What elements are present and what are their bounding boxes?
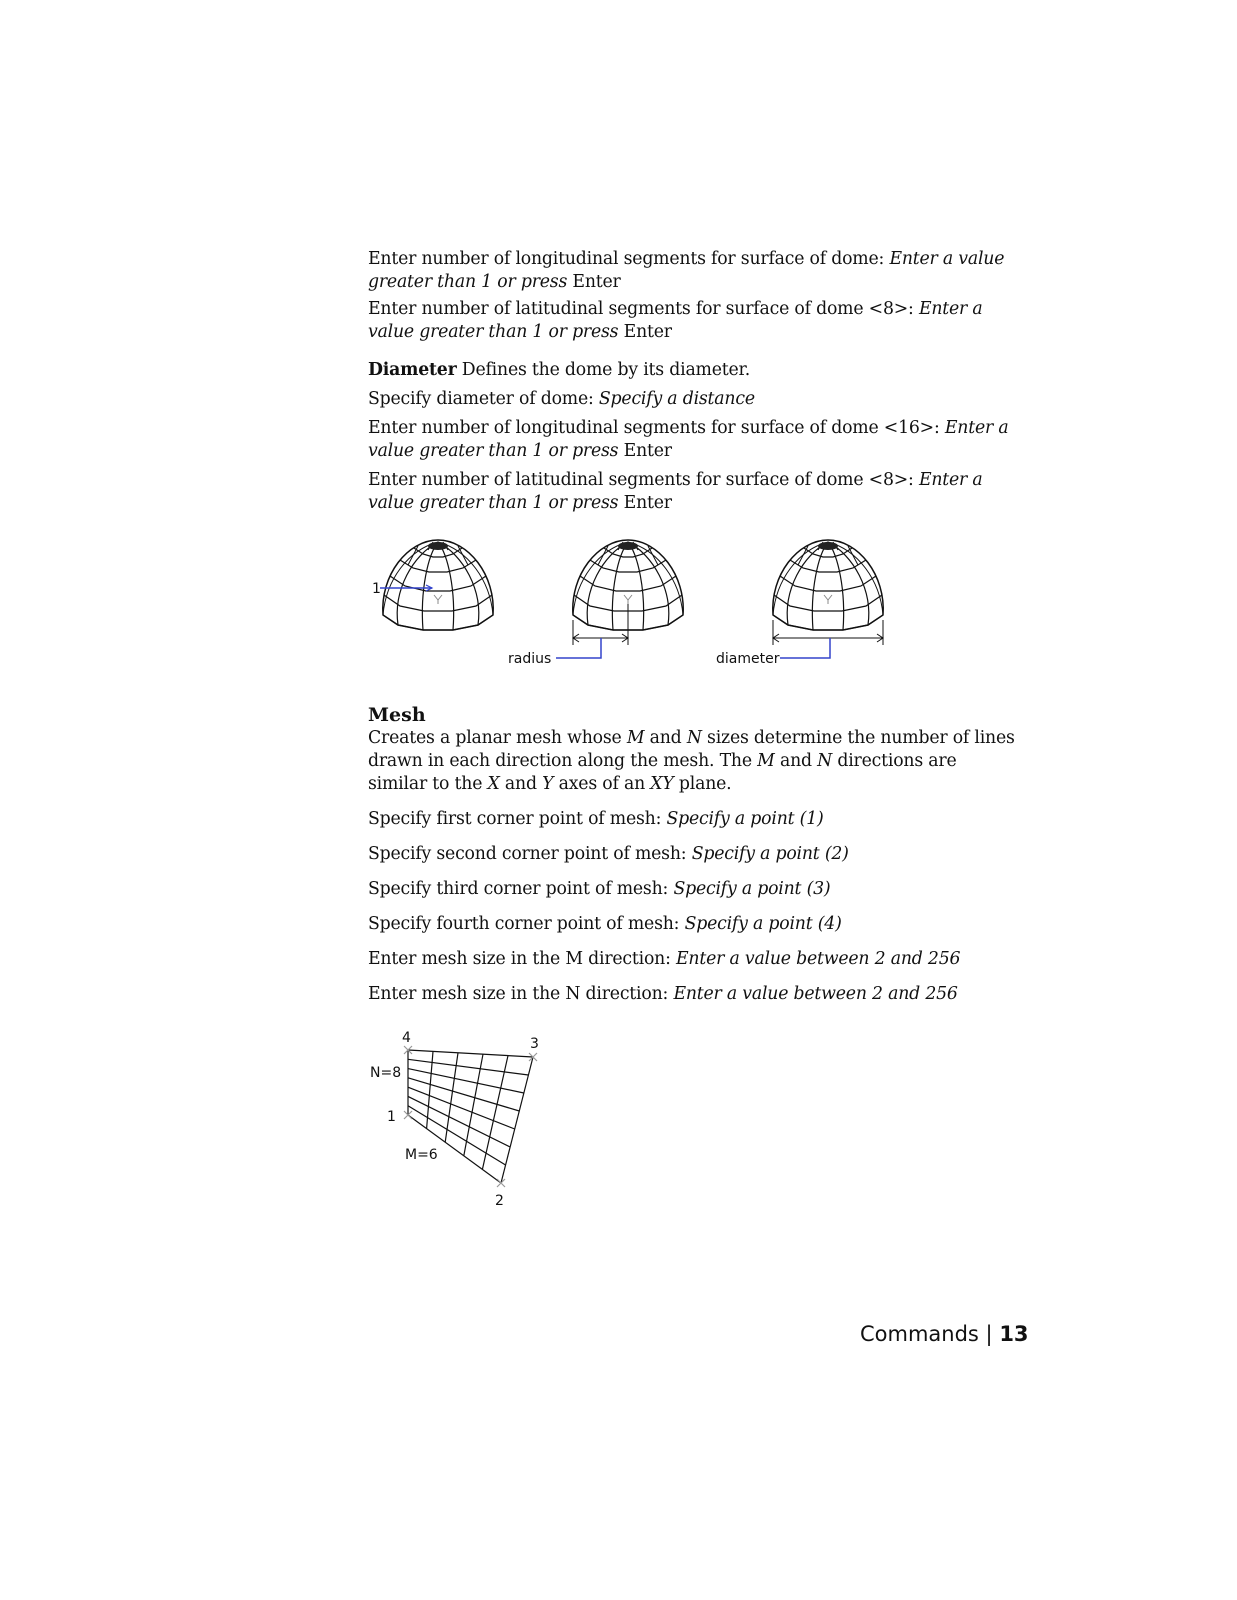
footer-separator: | bbox=[978, 1322, 1000, 1346]
dome-prompts bbox=[368, 248, 1018, 344]
label-corner-3: 3 bbox=[530, 1036, 539, 1052]
label-1: 1 bbox=[372, 581, 381, 597]
mesh-description: Creates a planar mesh whose M and N sizes determine the number of lines drawn in each direction along the mesh. The M and N directions are similar to the X and Y axes of an XY plane. bbox=[368, 728, 1015, 794]
dome-radius bbox=[556, 540, 683, 658]
mesh-grid bbox=[408, 1050, 533, 1183]
label-diameter: diameter bbox=[716, 651, 780, 667]
label-n: N=8 bbox=[370, 1065, 402, 1081]
footer-section: Commands bbox=[860, 1322, 979, 1346]
diameter-latitudinal-prompt: Enter number of latitudinal segments for surface of dome <8>: Enter a value greater than 1 or press Enter bbox=[368, 470, 983, 513]
label-radius: radius bbox=[508, 651, 552, 667]
dome-figure bbox=[368, 530, 908, 680]
latitudinal-prompt: Enter number of latitudinal segments for surface of dome <8>: Enter a value greater than 1 or press Enter bbox=[368, 299, 983, 342]
mesh-prompt-2: Specify second corner point of mesh: Specify a point (2) bbox=[368, 844, 849, 864]
mesh-figure bbox=[368, 1025, 568, 1215]
page-number: 13 bbox=[999, 1322, 1029, 1346]
diameter-longitudinal-prompt: Enter number of longitudinal segments for surface of dome <16>: Enter a value greater than 1 or press Enter bbox=[368, 418, 1009, 461]
mesh-line-m bbox=[464, 1054, 483, 1156]
diameter-section bbox=[368, 359, 1018, 515]
label-corner-1: 1 bbox=[387, 1109, 396, 1125]
dome-diameter bbox=[773, 540, 883, 658]
label-corner-4: 4 bbox=[402, 1030, 411, 1046]
diameter-definition: Diameter Defines the dome by its diameter. bbox=[368, 360, 750, 380]
diameter-specify-prompt: Specify diameter of dome: Specify a distance bbox=[368, 389, 755, 409]
page-footer bbox=[860, 1322, 1029, 1346]
mesh-prompt-m-size: Enter mesh size in the M direction: Enter a value between 2 and 256 bbox=[368, 949, 961, 969]
longitudinal-prompt: Enter number of longitudinal segments for surface of dome: Enter a value greater than 1 or press Enter bbox=[368, 249, 1005, 292]
mesh-prompt-4: Specify fourth corner point of mesh: Specify a point (4) bbox=[368, 914, 842, 934]
diameter-leader bbox=[780, 638, 830, 658]
mesh-section bbox=[368, 703, 1018, 1006]
mesh-line-n bbox=[408, 1050, 533, 1057]
label-corner-2: 2 bbox=[495, 1193, 504, 1209]
mesh-line-m bbox=[501, 1057, 533, 1183]
mesh-line-m bbox=[482, 1056, 508, 1170]
mesh-prompt-3: Specify third corner point of mesh: Specify a point (3) bbox=[368, 879, 831, 899]
mesh-heading: Mesh bbox=[368, 704, 426, 726]
mesh-line-n bbox=[408, 1078, 519, 1111]
radius-leader bbox=[556, 638, 601, 658]
dome-center-radius bbox=[380, 540, 493, 630]
label-m: M=6 bbox=[405, 1147, 438, 1163]
mesh-prompt-n-size: Enter mesh size in the N direction: Enter a value between 2 and 256 bbox=[368, 984, 958, 1004]
mesh-prompt-1: Specify first corner point of mesh: Specify a point (1) bbox=[368, 809, 824, 829]
